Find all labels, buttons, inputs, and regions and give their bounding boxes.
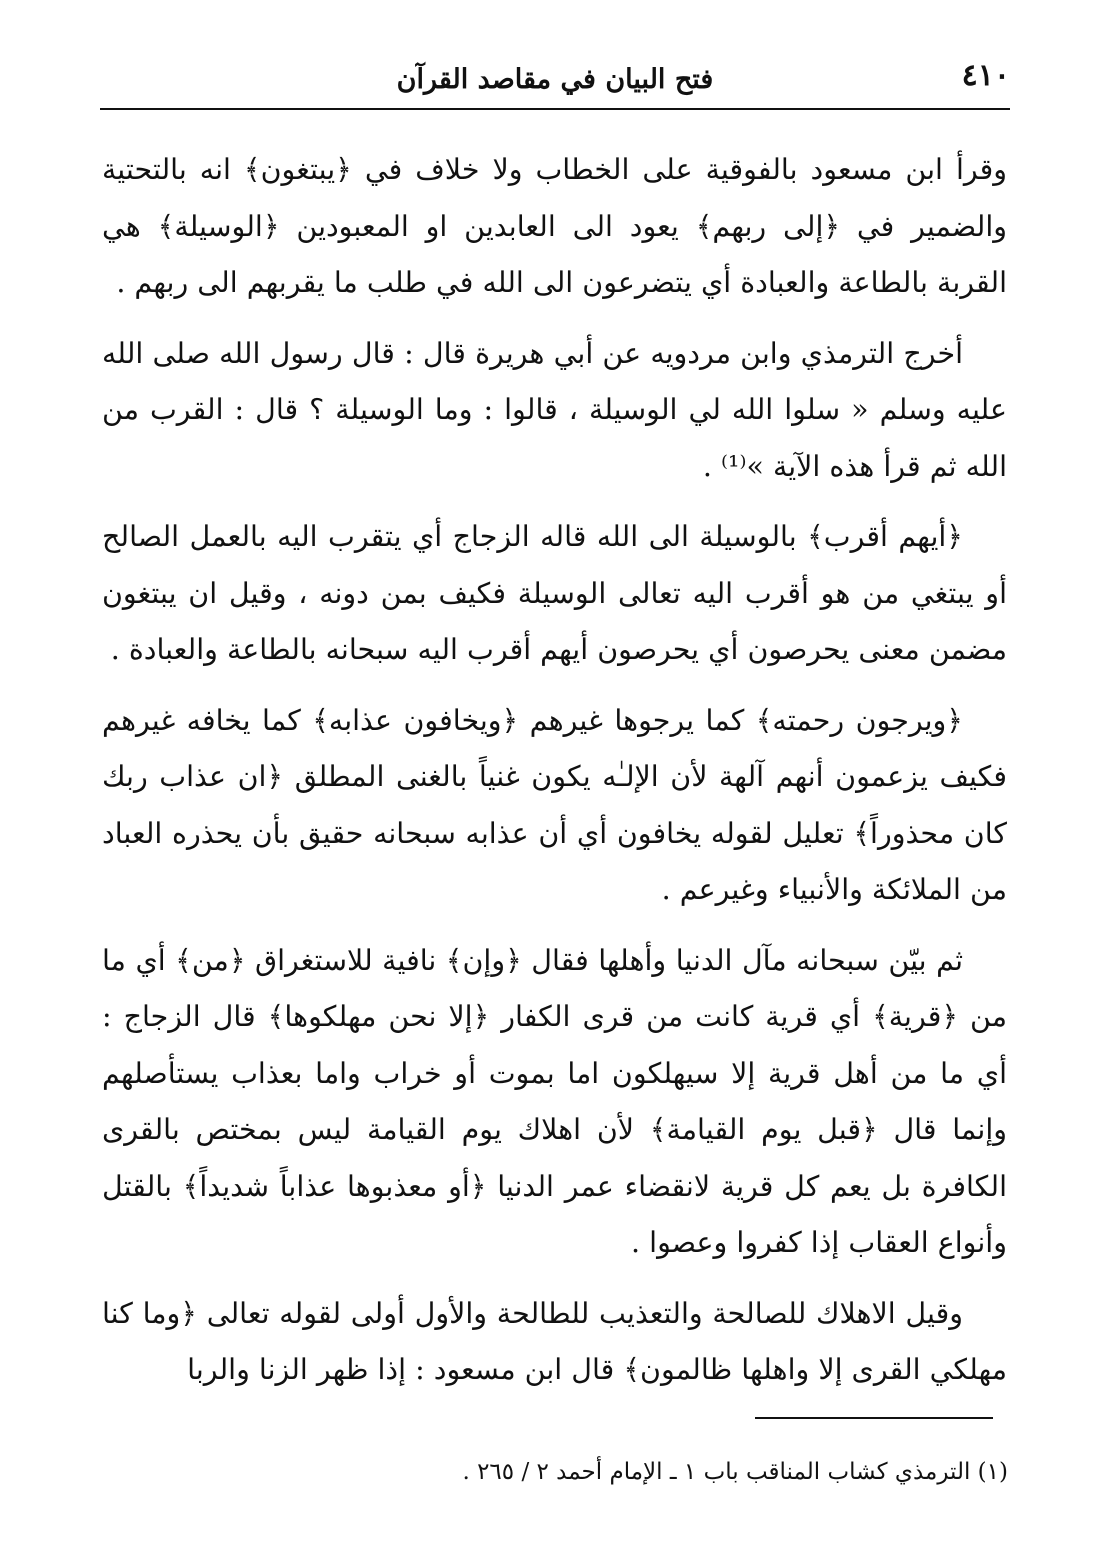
header-divider <box>100 108 1010 110</box>
paragraph-4: ﴿ويرجون رحمته﴾ كما يرجوها غيرهم ﴿ويخافون عذابه﴾ كما يخافه غيرهم فكيف يزعمون أنهم آلهة لأن الإلـٰه يكون غنياً بالغنى المطلق ﴿ان عذاب ربك كان محذوراً﴾ تعليل لقوله يخافون أي أن عذابه سبحانه حقيق بأن يحذره العباد من الملائكة والأنبياء وغيرعم . <box>102 703 1007 906</box>
paragraph-5: ثم بيّن سبحانه مآل الدنيا وأهلها فقال ﴿وإن﴾ نافية للاستغراق ﴿من﴾ أي ما من ﴿قرية﴾ أي قرية كانت من قرى الكفار ﴿إلا نحن مهلكوها﴾ قال الزجاج : أي ما من أهل قرية إلا سيهلكون اما بموت أو خراب واما بعذاب يستأصلهم وإنما قال ﴿قبل يوم القيامة﴾ لأن اهلاك يوم القيامة ليس بمختص بالقرى الكافرة بل يعم كل قرية لانقضاء عمر الدنيا ﴿أو معذبوها عذاباً شديداً﴾ بالقتل وأنواع العقاب إذا كفروا وعصوا . <box>102 943 1007 1259</box>
paragraph-3: ﴿أيهم أقرب﴾ بالوسيلة الى الله قاله الزجاج أي يتقرب اليه بالعمل الصالح أو يبتغي من هو أقرب اليه تعالى الوسيلة فكيف بمن دونه ، وقيل ان يبتغون مضمن معنى يحرصون أي يحرصون أيهم أقرب اليه سبحانه بالطاعة والعبادة . <box>102 520 1007 666</box>
footnote-1: (١) الترمذي كشاب المناقب باب ١ ـ الإمام أحمد ٢ / ٢٦٥ . <box>462 1459 1008 1485</box>
page-header <box>100 58 1010 108</box>
page-number: ٤١٠ <box>961 58 1010 93</box>
main-text <box>102 142 1007 1413</box>
footnote-divider <box>755 1417 993 1419</box>
footnotes <box>102 1452 1008 1492</box>
paragraph-1: وقرأ ابن مسعود بالفوقية على الخطاب ولا خلاف في ﴿يبتغون﴾ انه بالتحتية والضمير في ﴿إلى ربهم﴾ يعود الى العابدين او المعبودين ﴿الوسيلة﴾ هي القربة بالطاعة والعبادة أي يتضرعون الى الله في طلب ما يقربهم الى ربهم . <box>102 153 1007 299</box>
paragraph-2: أخرج الترمذي وابن مردويه عن أبي هريرة قال : قال رسول الله صلى الله عليه وسلم « سلوا الله لي الوسيلة ، قالوا : وما الوسيلة ؟ قال : القرب من الله ثم قرأ هذه الآية »⁽¹⁾ . <box>102 336 1007 483</box>
running-title: فتح البيان في مقاصد القرآن <box>396 64 714 95</box>
paragraph-6: وقيل الاهلاك للصالحة والتعذيب للطالحة والأول أولى لقوله تعالى ﴿وما كنا مهلكي القرى إلا واهلها ظالمون﴾ قال ابن مسعود : إذا ظهر الزنا والربا <box>102 1296 1007 1386</box>
